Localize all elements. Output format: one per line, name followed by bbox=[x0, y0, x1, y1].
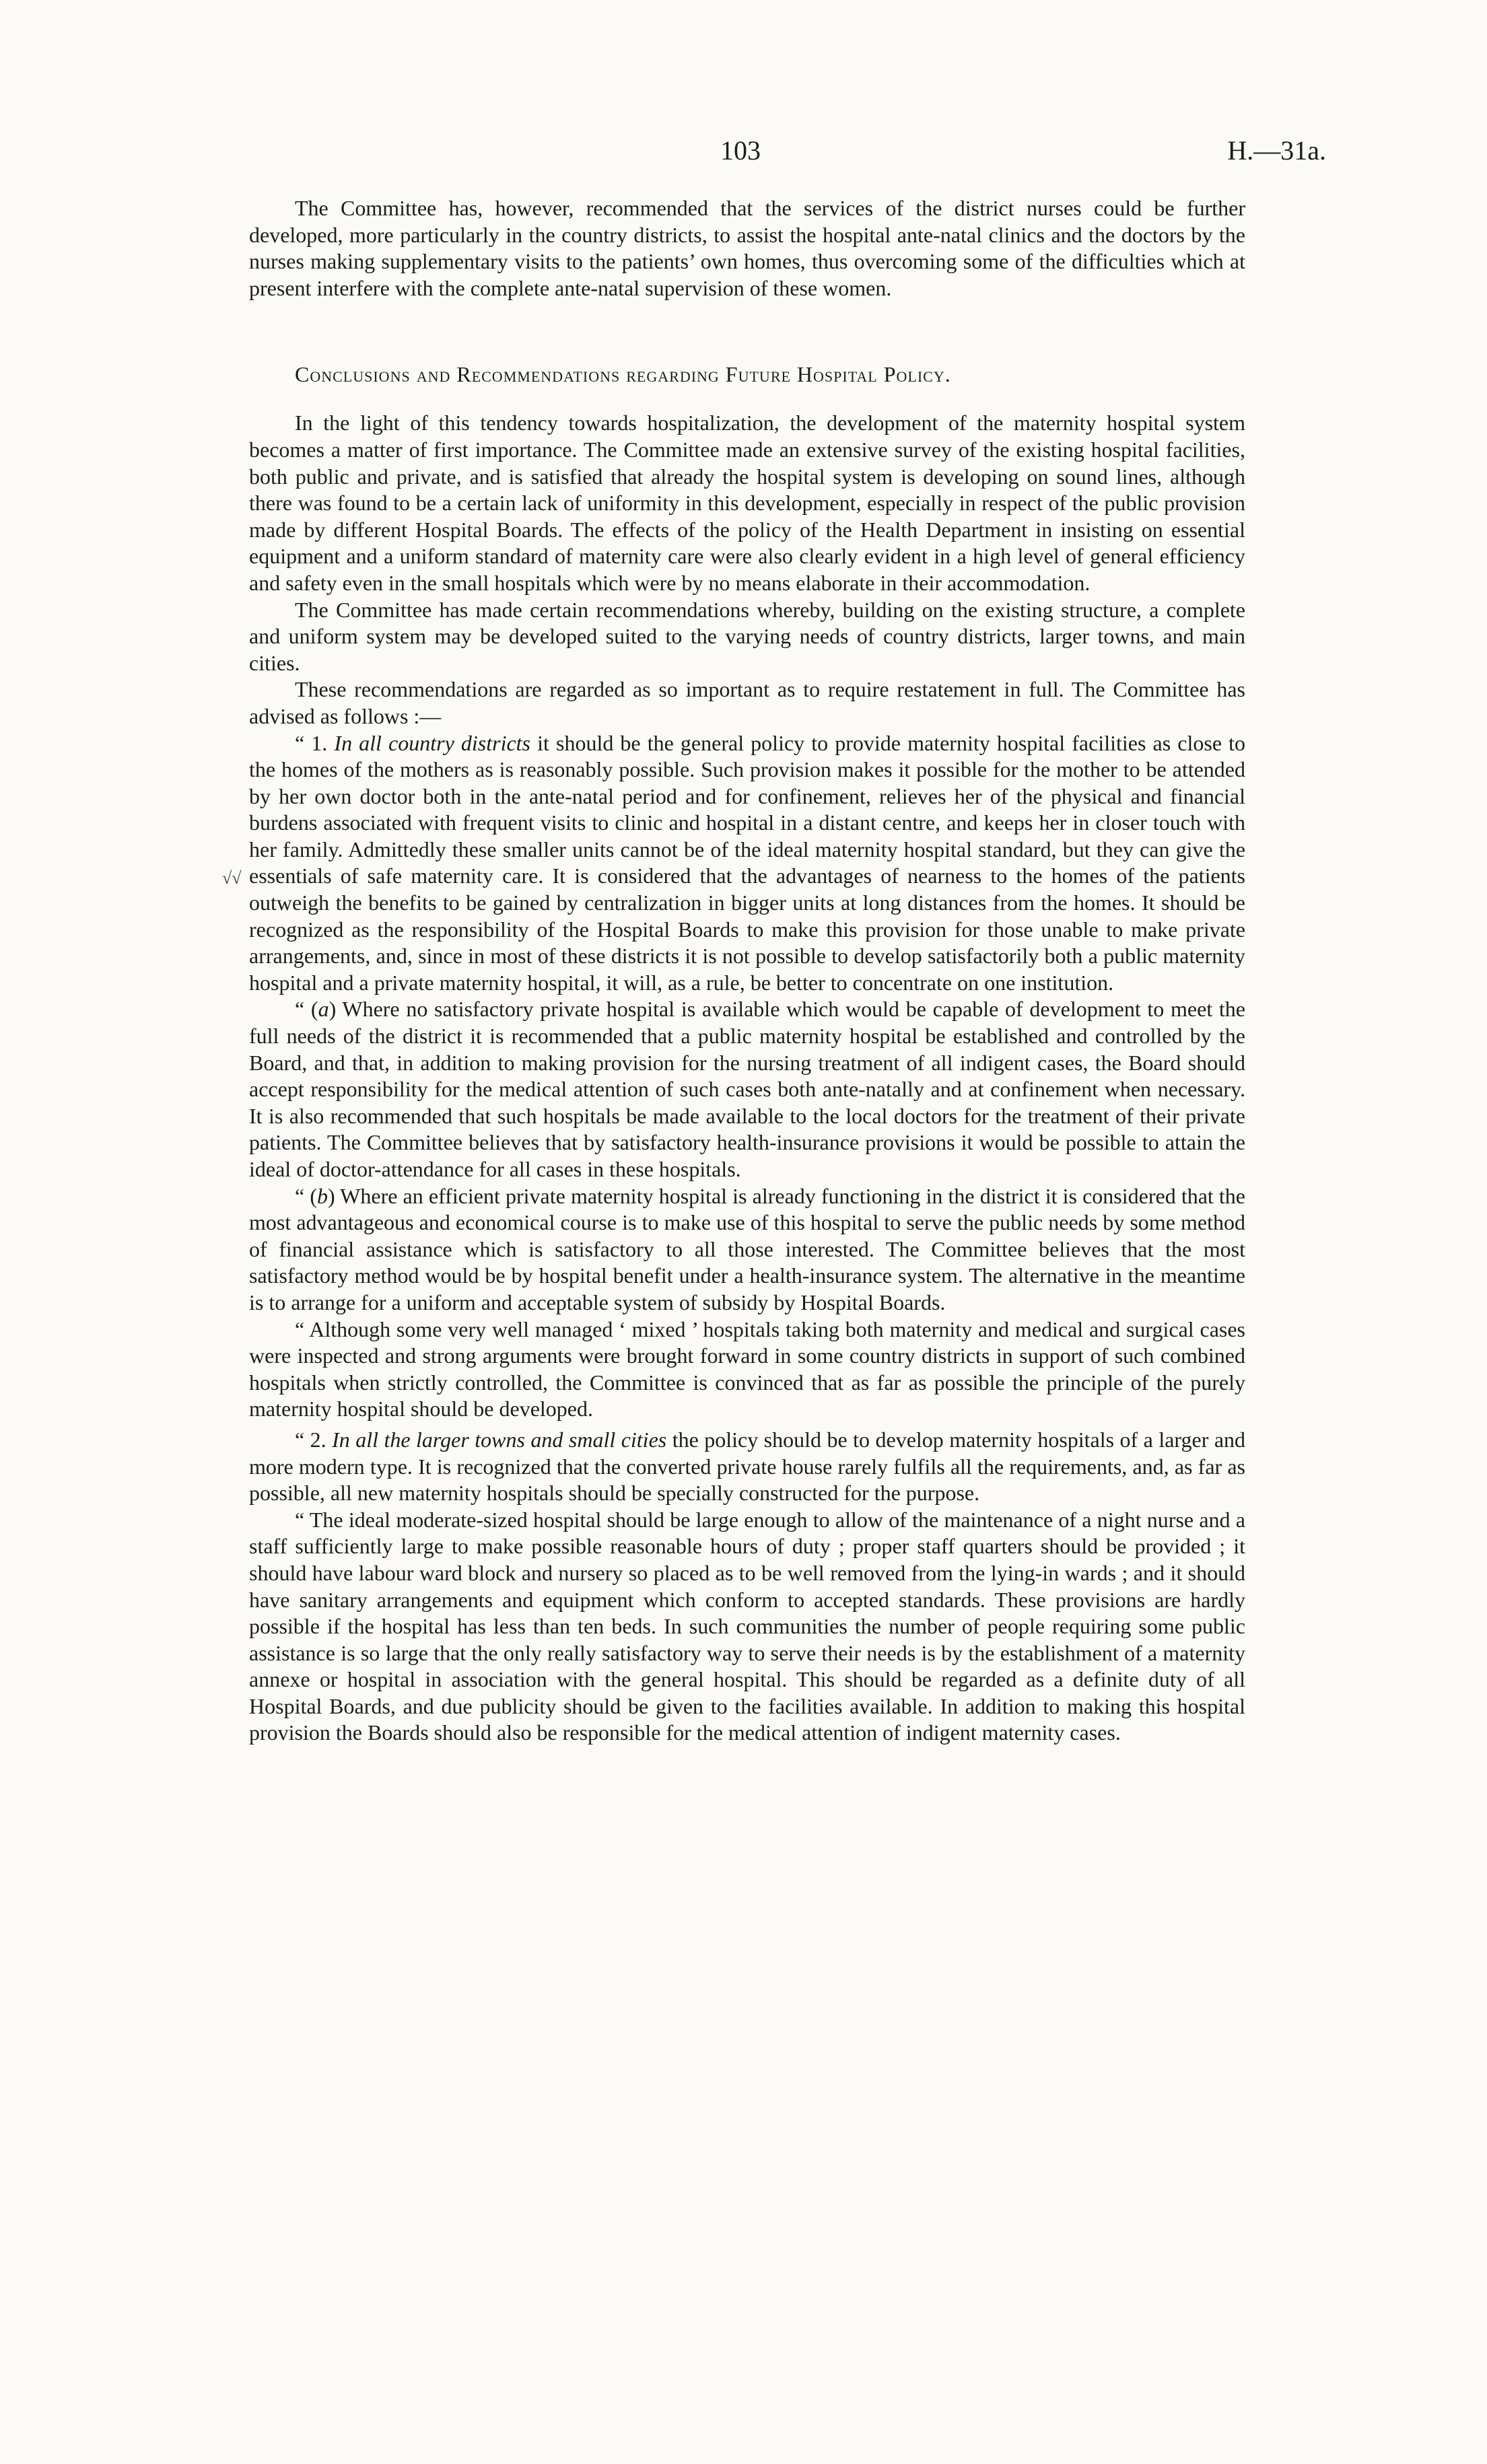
emphasis-text: b bbox=[316, 1183, 328, 1208]
section-heading: Conclusions and Recommendations regarding Future Hospital Policy. bbox=[295, 362, 951, 387]
paragraph-ideal-hospital: “ The ideal moderate-sized hospital should be large enough to allow of the maintenance of a night nurse and a staff sufficiently large to make possible reasonable hours of duty ; proper staff quarters should be provided ; it should have labour ward block and nursery so placed as to be well removed from the lying-in wards ; and it should have sanitary arrangements and equipment which conform to accepted standards. These provisions are hardly possible if the hospital has less than ten beds. In such communities the number of people requiring some public assistance is so large that the only really satisfactory way to serve their needs is by the establishment of a maternity annexe or hospital in association with the general hospital. This should be regarded as a definite duty of all Hospital Boards, and due publicity should be given to the facilities available. In addition to making this hospital provision the Boards should also be responsible for the medical attention of indigent maternity cases. bbox=[249, 1507, 1245, 1745]
margin-annotation: √√ bbox=[222, 868, 242, 888]
paragraph-district-nurses: The Committee has, however, recommended that the services of the district nurses could be further developed, more particularly in the country districts, to assist the hospital ante-natal clinics and the doctors by the nurses making supplementary visits to the patients’ own homes, thus overcoming some of the difficulties which at present interfere with the complete ante-natal supervision of these women. bbox=[249, 196, 1245, 300]
item-number: “ ( bbox=[295, 997, 318, 1022]
emphasis-text: In all country districts bbox=[334, 730, 531, 755]
item-number: “ 1. bbox=[295, 730, 335, 755]
paragraph-recommendations: The Committee has made certain recommendations whereby, building on the existing structure, a complete and uniform system may be developed suited to the varying needs of country districts, larger towns, and main cities. bbox=[249, 597, 1245, 675]
paragraph-mixed-hospitals: “ Although some very well managed ‘ mixed ’ hospitals taking both maternity and medical and surgical cases were inspected and strong arguments were brought forward in some country districts in support of such combined hospitals when strictly controlled, the Committee is convinced that as far as possible the principle of the purely maternity hospital should be developed. bbox=[249, 1316, 1245, 1421]
paragraph-hospitalization: In the light of this tendency towards hospitalization, the development of the maternity hospital system becomes a matter of first importance. The Committee made an extensive survey of the existing hospital facilities, both public and private, and is satisfied that already the hospital system is developing on sound lines, although there was found to be a certain lack of uniformity in this development, especially in respect of the public provision made by different Hospital Boards. The effects of the policy of the Health Department in insisting on essential equipment and a uniform standard of maternity care were also clearly evident in a high level of general efficiency and safety even in the small hospitals which were by no means elaborate in their accommodation. bbox=[249, 411, 1245, 595]
emphasis-text: In all the larger towns and small cities bbox=[332, 1427, 667, 1452]
paragraph-country-districts bbox=[249, 730, 1245, 997]
document-reference: H.—31a. bbox=[1227, 135, 1326, 166]
paragraph-text: the policy should be to develop maternity hospitals of a larger and more modern type. It is recognized that the converted private house rarely fulfils all the requirements, and, as far as possible, all new maternity hospitals should be specially constructed for the purpose. bbox=[249, 1427, 1246, 1506]
paragraph-restatement: These recommendations are regarded as so important as to require restatement in full. The Committee has advised as follows :— bbox=[249, 677, 1245, 728]
emphasis-text: a bbox=[318, 997, 329, 1022]
page-number: 103 bbox=[720, 135, 761, 166]
paragraph-text: ) Where an efficient private maternity hospital is already functioning in the district it is considered that the most advantageous and economical course is to make use of this hospital to serve the public needs by some method of financial assistance which is satisfactory to all those interested. The Committee believes that the most satisfactory method would be by hospital benefit under a health-insurance system. The alternative in the meantime is to arrange for a uniform and acceptable system of subsidy by Hospital Boards. bbox=[249, 1183, 1246, 1314]
item-number: “ 2. bbox=[295, 1427, 333, 1452]
paragraph-subsection-b bbox=[249, 1183, 1245, 1316]
paragraph-text: it should be the general policy to provide maternity hospital facilities as close to the homes of the mothers as is reasonably possible. Such provision makes it possible for the mother to be attended by her own doctor both in the ante-natal period and for confinement, relieves her of the physical and financial burdens associated with frequent visits to clinic and hospital in a distant centre, and keeps her in closer touch with her family. Admittedly these smaller units cannot be of the ideal maternity hospital standard, but they can give the essentials of safe maternity care. It is considered that the advantages of nearness to the homes of the patients outweigh the benefits to be gained by centralization in bigger units at long distances from the homes. It should be recognized as the responsibility of the Hospital Boards to make this provision for those unable to make private arrangements, and, since in most of these districts it is not possible to develop satisfactorily both a public maternity hospital and a private maternity hospital, it will, as a rule, be better to concentrate on one institution. bbox=[249, 730, 1246, 995]
page-content bbox=[249, 135, 1326, 1747]
paragraph-larger-towns bbox=[249, 1427, 1245, 1507]
paragraph-subsection-a bbox=[249, 996, 1245, 1183]
item-number: “ ( bbox=[295, 1183, 317, 1208]
page-header bbox=[249, 135, 1326, 175]
paragraph-text: ) Where no satisfactory private hospital is available which would be capable of development to meet the full needs of the district it is recommended that a public maternity hospital be established and controlled by the Board, and that, in addition to making provision for the nursing treatment of all indigent cases, the Board should accept responsibility for the medical attention of such cases both ante-natally and at confinement when necessary. It is also recommended that such hospitals be made available to the local doctors for the treatment of their private patients. The Committee believes that by satisfactory health-insurance provisions it would be possible to attain the ideal of doctor-attendance for all cases in these hospitals. bbox=[249, 997, 1246, 1181]
